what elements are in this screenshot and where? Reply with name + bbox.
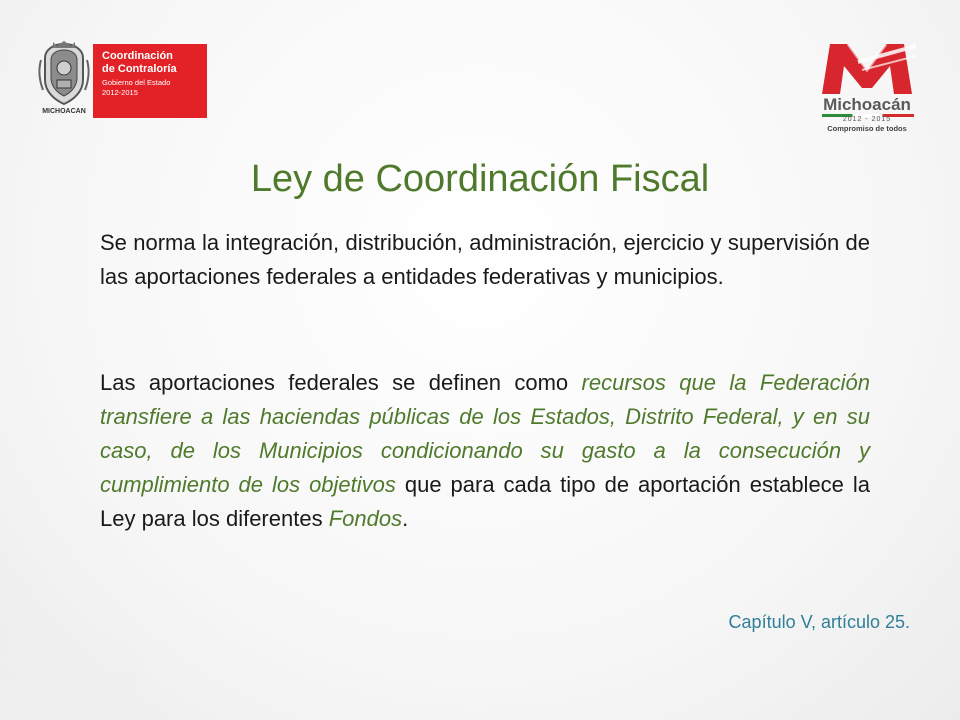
paragraph-end: .	[402, 506, 409, 531]
michoacan-slogan: Compromiso de todos	[827, 124, 907, 133]
michoacan-years: 2012 - 2015	[842, 116, 892, 123]
highlight-recursos: recursos que la Federación transfiere a las haciendas públicas de los Estados, Distrito Federal, y en su caso, de los Municipios condicionando su gasto a la consecución y cumplimiento de los objetivos	[100, 370, 870, 497]
badge-line-3: Gobierno del Estado	[102, 78, 171, 87]
paragraph-middle: que para cada tipo de aportación establece la Ley para los diferentes	[100, 472, 870, 531]
michoacan-seal-icon	[35, 40, 93, 120]
slide-title: Ley de Coordinación Fiscal	[250, 158, 710, 200]
citation: Capítulo V, artículo 25.	[728, 612, 910, 632]
corner-shade	[0, 620, 140, 720]
seal-label: MICHOACAN	[42, 108, 86, 115]
paragraph-aportaciones	[100, 366, 870, 536]
michoacan-logo	[812, 40, 922, 132]
badge-line-4: 2012-2015	[102, 88, 138, 97]
highlight-fondos: Fondos	[328, 506, 403, 531]
contraloria-badge	[93, 44, 207, 118]
badge-line-2: de Contraloría	[102, 63, 177, 75]
paragraph-definition: Se norma la integración, distribución, administración, ejercicio y supervisión de las aportaciones federales a entidades federativas y municipios.	[100, 230, 870, 289]
michoacan-name: Michoacán	[823, 95, 911, 114]
paragraph-lead: Las aportaciones federales se definen como	[100, 370, 582, 395]
michoacan-m-icon	[818, 40, 916, 96]
badge-line-1: Coordinación	[102, 50, 173, 62]
contraloria-logo	[35, 40, 207, 120]
